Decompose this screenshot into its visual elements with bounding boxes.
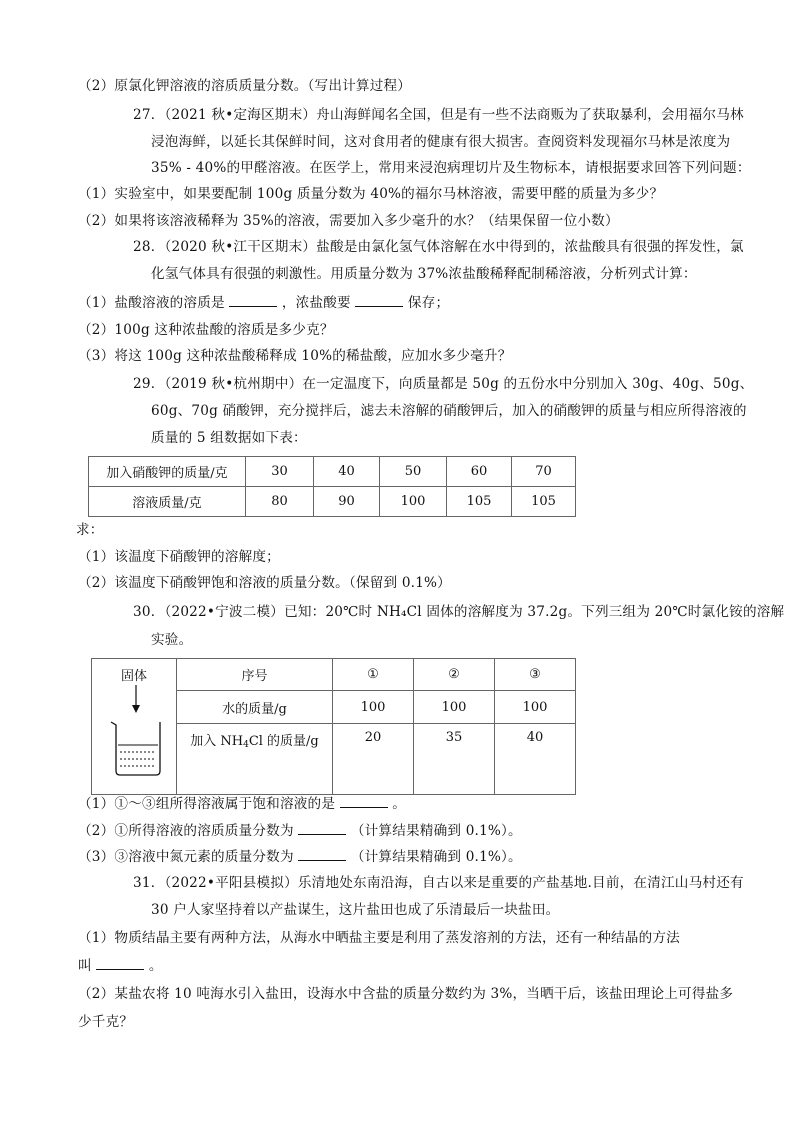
nh4cl-label-sub: 4 (243, 740, 249, 750)
q26-part2: （2）原氯化钾溶液的溶质质量分数。（写出计算过程） (78, 78, 412, 94)
table-cell: 100 (333, 691, 414, 724)
table-cell: 40 (495, 724, 576, 795)
table-row-label: 溶液质量/克 (89, 487, 246, 517)
q27-stem-line3: 35% - 40%的甲醛溶液。在医学上，常用来浸泡病理切片及生物标本，请根据要求回答下列问题： (151, 160, 751, 176)
q27-stem-line2: 浸泡海鲜，以延长其保鲜时间，这对食用者的健康有很大损害。查阅资料发现福尔马林是浓度为 (151, 134, 731, 150)
table-cell: 50 (380, 457, 447, 487)
beaker-diagram (92, 659, 176, 787)
table-cell: 80 (246, 487, 314, 517)
nh4cl-label-pre: 加入 NH (190, 734, 244, 749)
q31-part1-line1: （1）物质结晶主要有两种方法，从海水中晒盐主要是利用了蒸发溶剂的方法，还有一种结晶的方法 (78, 930, 680, 946)
answer-blank[interactable] (298, 820, 346, 835)
table-row-label: 加入硝酸钾的质量/克 (89, 457, 246, 487)
apparatus-cell (92, 659, 177, 795)
nh4cl-label-post: Cl 的质量/g (248, 734, 319, 749)
table-header: ③ (495, 659, 576, 691)
table-header-label: 序号 (177, 659, 333, 691)
table-row-label: 水的质量/g (177, 691, 333, 724)
table-cell: 100 (380, 487, 447, 517)
q31-part2-line1: （2）某盐农将 10 吨海水引入盐田，设海水中含盐的质量分数约为 3%，当晒干后，该盐田理论上可得盐多 (78, 986, 734, 1002)
q27-part2: （2）如果将该溶液稀释为 35%的溶液，需要加入多少毫升的水？（结果保留一位小数） (78, 213, 619, 229)
q30-part1 (78, 793, 406, 814)
q31-part1-text-c: 。 (148, 958, 163, 974)
q28-part1 (78, 292, 449, 313)
answer-blank[interactable] (229, 292, 277, 307)
table-cell: 100 (414, 691, 495, 724)
table-row (92, 659, 576, 691)
answer-blank[interactable] (340, 793, 388, 808)
table-cell: 40 (314, 457, 380, 487)
q30-part2 (78, 820, 522, 841)
q29-stem-line3: 质量的 5 组数据如下表： (151, 430, 307, 446)
q28-part2: （2）100g 这种浓盐酸的溶质是多少克？ (78, 322, 334, 338)
ammonium-chloride-table (91, 658, 576, 795)
q29-stem-line2: 60g、70g 硝酸钾，充分搅拌后，滤去未溶解的硝酸钾后，加入的硝酸钾的质量与相应所得溶液的 (151, 403, 747, 419)
q30-stem-line2: 实验。 (151, 632, 193, 648)
q31-part2-line2: 少千克？ (78, 1014, 134, 1030)
q29-part2: （2）该温度下硝酸钾饱和溶液的质量分数。（保留到 0.1%） (78, 575, 451, 591)
q30-part3 (78, 846, 522, 867)
table-cell: 100 (495, 691, 576, 724)
q30-stem-line1: 30．（2022•宁波二模）已知：20℃时 NH₄Cl 固体的溶解度为 37.2g。下列三组为 20℃时氯化铵的溶解 (133, 604, 785, 620)
q30-part2-text-b: （计算结果精确到 0.1%）。 (350, 823, 522, 839)
q29-stem-line1: 29．（2019 秋•杭州期中）在一定温度下，向质量都是 50g 的五份水中分别加入 30g、40g、50g、 (133, 376, 754, 392)
q30-part1-text-b: 。 (392, 796, 406, 812)
table-row (89, 457, 576, 487)
q27-part1: （1）实验室中，如果要配制 100g 质量分数为 40%的福尔马林溶液，需要甲醛的质量为多少？ (78, 186, 664, 202)
q28-part1-text-a: （1）盐酸溶液的溶质是 (78, 295, 225, 311)
table-row (89, 487, 576, 517)
table-header: ① (333, 659, 414, 691)
q28-part1-text-b: ，浓盐酸要 (281, 295, 351, 311)
table-row-label (177, 724, 333, 795)
q30-part3-text-b: （计算结果精确到 0.1%）。 (350, 849, 522, 865)
q31-part1-line2 (78, 955, 163, 976)
answer-blank[interactable] (298, 846, 346, 861)
table-cell: 105 (512, 487, 576, 517)
beaker-icon (92, 659, 176, 787)
table-cell: 30 (246, 457, 314, 487)
table-header: ② (414, 659, 495, 691)
table-cell: 90 (314, 487, 380, 517)
q30-part1-text-a: （1）①～③组所得溶液属于饱和溶液的是 (78, 796, 336, 812)
q29-ask: 求： (76, 522, 104, 538)
q31-part1-text-b: 叫 (78, 958, 92, 974)
potassium-nitrate-table (88, 456, 576, 517)
table-cell: 70 (512, 457, 576, 487)
answer-blank[interactable] (355, 292, 403, 307)
table-cell: 105 (447, 487, 512, 517)
q28-part1-text-c: 保存； (407, 295, 450, 311)
solid-label: 固体 (120, 669, 147, 684)
q28-part3: （3）将这 100g 这种浓盐酸稀释成 10%的稀盐酸，应加水多少毫升？ (78, 348, 512, 364)
table-cell: 60 (447, 457, 512, 487)
q28-stem-line2: 化氢气体具有很强的刺激性。用质量分数为 37%浓盐酸稀释配制稀溶液，分析列式计算： (151, 266, 697, 282)
q27-stem-line1: 27．（2021 秋•定海区期末）舟山海鲜闻名全国，但是有一些不法商贩为了获取暴利，会用福尔马林 (133, 107, 744, 123)
table-cell: 20 (333, 724, 414, 795)
table-cell: 35 (414, 724, 495, 795)
q31-stem-line1: 31．（2022•平阳县模拟）乐清地处东南沿海，自古以来是重要的产盐基地.目前，在清江山马村还有 (133, 875, 744, 891)
q31-stem-line2: 30 户人家坚持着以产盐谋生，这片盐田也成了乐清最后一块盐田。 (151, 902, 560, 918)
q30-part2-text-a: （2）①所得溶液的溶质质量分数为 (78, 823, 294, 839)
q30-part3-text-a: （3）③溶液中氮元素的质量分数为 (78, 849, 294, 865)
answer-blank[interactable] (96, 955, 144, 970)
q29-part1: （1）该温度下硝酸钾的溶解度； (78, 549, 280, 565)
q28-stem-line1: 28．（2020 秋•江干区期末）盐酸是由氯化氢气体溶解在水中得到的，浓盐酸具有很强的挥发性，氯 (133, 239, 744, 255)
